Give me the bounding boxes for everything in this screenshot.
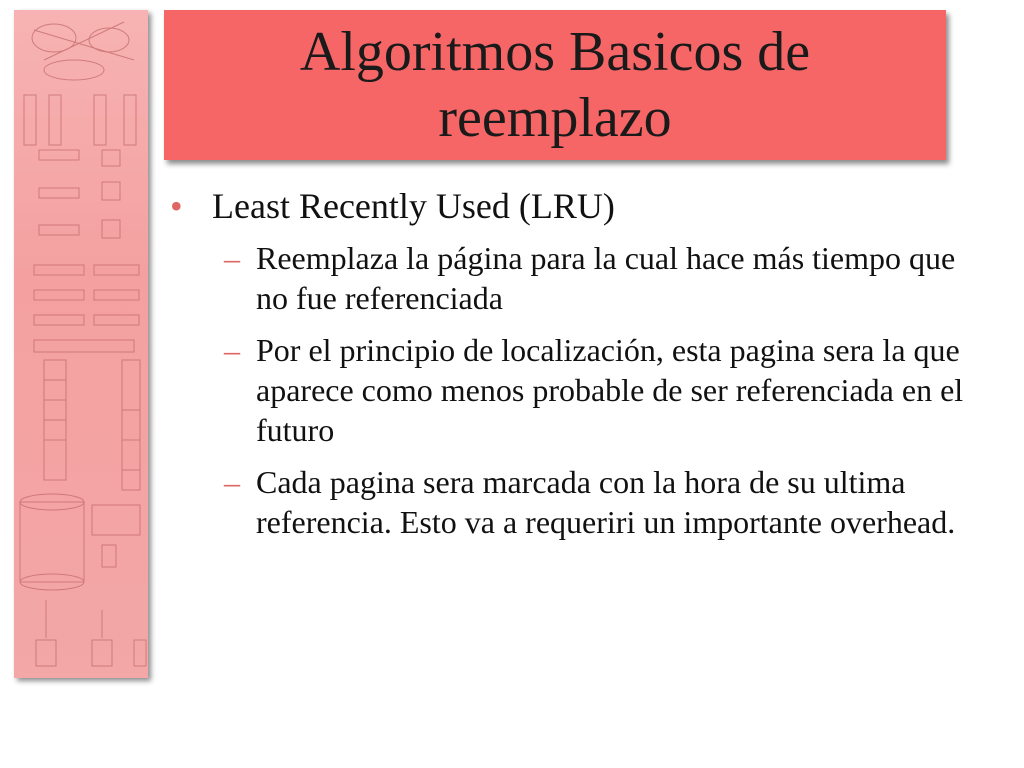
sub-bullet	[224, 462, 964, 542]
sub-bullet-marker: –	[224, 240, 240, 276]
sub-bullet-marker: –	[224, 464, 240, 500]
bullet-marker: •	[170, 186, 183, 226]
main-bullet	[168, 182, 968, 230]
sub-bullet-text: Reemplaza la página para la cual hace más tiempo que no fue referenciada	[256, 240, 956, 316]
decorative-diagram-image	[14, 10, 148, 678]
sub-bullet-list	[224, 238, 968, 542]
sub-bullet	[224, 238, 964, 318]
sub-bullet-text: Cada pagina sera marcada con la hora de su ultima referencia. Esto va a requeriri un importante overhead.	[256, 464, 956, 540]
sub-bullet	[224, 330, 964, 450]
main-bullet-text: Least Recently Used (LRU)	[212, 186, 615, 226]
slide-title: Algoritmos Basicos de reemplazo	[299, 21, 811, 149]
decorative-diagram-strip	[14, 10, 148, 678]
slide-content	[168, 182, 968, 554]
sub-bullet-text: Por el principio de localización, esta pagina sera la que aparece como menos probable de ser referenciada en el futuro	[256, 332, 964, 448]
title-band	[164, 10, 946, 160]
sub-bullet-marker: –	[224, 332, 240, 368]
